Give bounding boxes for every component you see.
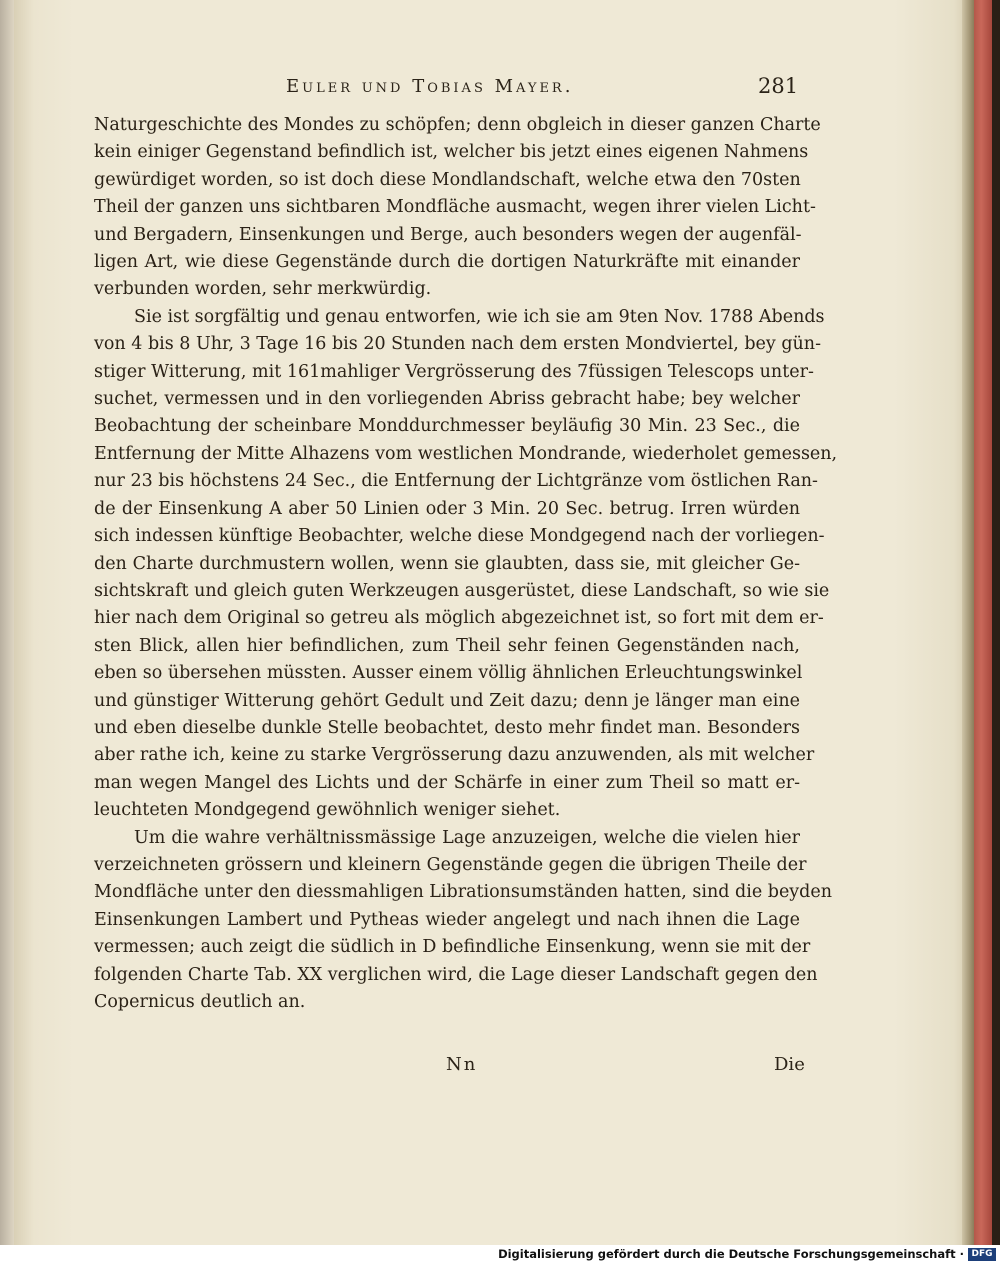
- text-line: verbunden worden, sehr merkwürdig.: [94, 279, 432, 300]
- text-line: leuchteten Mondgegend gewöhnlich weniger siehet.: [94, 800, 561, 821]
- page-number: 281: [758, 74, 799, 98]
- text-line: sichtskraft und gleich guten Werkzeugen ausgerüstet, diese Landschaft, so wie sie: [94, 580, 830, 601]
- text-line: von 4 bis 8 Uhr, 3 Tage 16 bis 20 Stunden nach dem ersten Mondviertel, bey gün-: [94, 334, 821, 355]
- text-line: gewürdiget worden, so ist doch diese Mondlandschaft, welche etwa den 70sten: [94, 169, 801, 190]
- text-line: Theil der ganzen uns sichtbaren Mondfläche ausmacht, wegen ihrer vielen Licht-: [94, 197, 816, 218]
- text-line: sten Blick, allen hier befindlichen, zum Theil sehr feinen Gegenständen nach,: [94, 635, 800, 656]
- paragraph-2: [94, 304, 838, 825]
- running-title: Euler und Tobias Mayer.: [286, 76, 574, 97]
- book-cover-edge: [992, 0, 1000, 1245]
- dfg-logo-icon: DFG: [968, 1248, 996, 1261]
- text-line: den Charte durchmustern wollen, wenn sie glaubten, dass sie, mit gleicher Ge-: [94, 553, 800, 574]
- text-line: de der Einsenkung A aber 50 Linien oder 3 Min. 20 Sec. betrug. Irren würden: [94, 498, 800, 519]
- text-line: Beobachtung der scheinbare Monddurchmesser beyläufig 30 Min. 23 Sec., die: [94, 416, 800, 437]
- catchword: Die: [774, 1054, 805, 1075]
- text-line: kein einiger Gegenstand befindlich ist, welcher bis jetzt eines eigenen Nahmens: [94, 142, 809, 163]
- text-line: und günstiger Witterung gehört Gedult und Zeit dazu; denn je länger man eine: [94, 690, 800, 711]
- text-line: Entfernung der Mitte Alhazens vom westlichen Mondrande, wiederholet gemessen,: [94, 443, 838, 464]
- text-line: Naturgeschichte des Mondes zu schöpfen; denn obgleich in dieser ganzen Charte: [94, 115, 821, 135]
- text-line: hier nach dem Original so getreu als möglich abgezeichnet ist, so fort mit dem er-: [94, 608, 824, 629]
- text-line: folgenden Charte Tab. XX verglichen wird, die Lage dieser Landschaft gegen den: [94, 964, 818, 985]
- text-line: ligen Art, wie diese Gegenstände durch die dortigen Naturkräfte mit einander: [94, 252, 800, 273]
- text-line: man wegen Mangel des Lichts und der Schärfe in einer zum Theil so matt er-: [94, 772, 800, 793]
- book-edge-red: [974, 0, 992, 1245]
- signature-mark: Nn: [446, 1054, 478, 1075]
- text-line: stiger Witterung, mit 161mahliger Vergrösserung des 7füssigen Telescops unter-: [94, 361, 814, 382]
- text-line: vermessen; auch zeigt die südlich in D befindliche Einsenkung, wenn sie mit der: [94, 937, 811, 958]
- text-line: aber rathe ich, keine zu starke Vergrösserung dazu anzuwenden, als mit welcher: [94, 745, 815, 766]
- book-gutter: [0, 0, 14, 1245]
- page-edge-shadow: [962, 0, 974, 1245]
- footer-bar: [0, 1245, 1000, 1265]
- text-line: und Bergadern, Einsenkungen und Berge, auch besonders wegen der augenfäl-: [94, 224, 802, 245]
- digitization-credit: Digitalisierung gefördert durch die Deutsche Forschungsgemeinschaft ·: [498, 1247, 964, 1261]
- text-line: suchet, vermessen und in den vorliegenden Abriss gebracht habe; bey welcher: [94, 389, 800, 410]
- text-line: Sie ist sorgfältig und genau entworfen, wie ich sie am 9ten Nov. 1788 Abends: [134, 306, 825, 327]
- body-text: [94, 112, 838, 1016]
- text-line: Copernicus deutlich an.: [94, 992, 306, 1012]
- text-line: und eben dieselbe dunkle Stelle beobachtet, desto mehr findet man. Besonders: [94, 717, 800, 738]
- text-line: sich indessen künftige Beobachter, welche diese Mondgegend nach der vorliegen-: [94, 526, 825, 547]
- text-line: Um die wahre verhältnissmässige Lage anzuzeigen, welche die vielen hier: [134, 827, 800, 848]
- text-line: verzeichneten grössern und kleinern Gegenstände gegen die übrigen Theile der: [94, 854, 807, 875]
- text-line: Mondfläche unter den diessmahligen Librationsumständen hatten, sind die beyden: [94, 882, 833, 903]
- text-line: eben so übersehen müssten. Ausser einem völlig ähnlichen Erleuchtungswinkel: [94, 663, 803, 684]
- text-line: nur 23 bis höchstens 24 Sec., die Entfernung der Lichtgränze vom östlichen Ran-: [94, 471, 818, 492]
- paragraph-1: [94, 112, 821, 304]
- paragraph-3: [94, 825, 833, 1017]
- text-line: Einsenkungen Lambert und Pytheas wieder angelegt und nach ihnen die Lage: [94, 909, 800, 930]
